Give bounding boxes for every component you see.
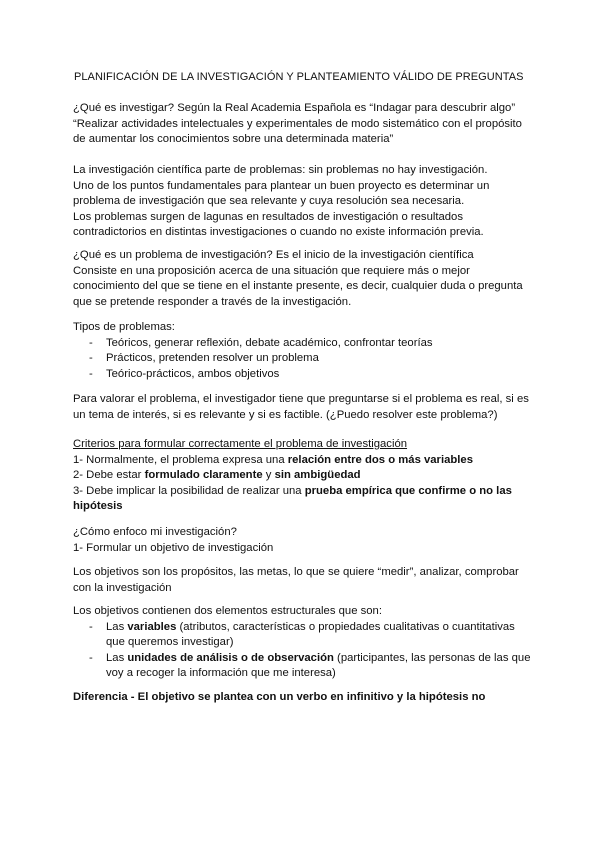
text-line: “Realizar actividades intelectuales y experimentales de modo sistemático con el propósito <box>73 117 522 130</box>
paragraph-que-es-investigar <box>73 101 533 148</box>
list-item: - Teórico-prácticos, ambos objetivos <box>73 367 533 383</box>
criterion-1: 1- Normalmente, el problema expresa una relación entre dos o más variables <box>73 453 473 466</box>
list-item: - Prácticos, pretenden resolver un problema <box>73 351 533 367</box>
section-criterios <box>73 437 533 515</box>
text-line: Los objetivos contienen dos elementos estructurales que son: <box>73 605 382 617</box>
text-line: ¿Cómo enfoco mi investigación? <box>73 526 237 538</box>
section-tipos-de-problemas <box>73 320 533 382</box>
list-item: - Las unidades de análisis o de observación (participantes, las personas de las que voy a recoger la información que me interesa) <box>73 651 533 682</box>
text-line: problema de investigación que sea relevante y cuya resolución sea necesaria. <box>73 195 465 207</box>
text-line: Los objetivos son los propósitos, las metas, lo que se quiere “medir”, analizar, comprobar <box>73 566 519 578</box>
text-line: contradictorios en distintas investigaciones o cuando no existe información previa. <box>73 226 484 238</box>
criterion-3: 3- Debe implicar la posibilidad de realizar una prueba empírica que confirme o no las <box>73 484 512 497</box>
text-line: Para valorar el problema, el investigador tiene que preguntarse si el problema es real, si es <box>73 393 529 405</box>
paragraph-problema-investigacion <box>73 248 533 310</box>
text-line: conocimiento del que se tiene en el instante presente, es decir, cualquier duda o pregunta <box>73 280 523 292</box>
text-line: Consiste en una proposición acerca de una situación que requiere más o mejor <box>73 264 470 277</box>
criterion-3-continued: hipótesis <box>73 500 123 512</box>
text-line: de aumentar los conocimientos sobre una determinada materia” <box>73 133 394 145</box>
paragraph-objetivos <box>73 565 533 596</box>
text-line: con la investigación <box>73 581 172 594</box>
list-item: - Las variables (atributos, características o propiedades cualitativas o cuantitativas que queremos investigar) <box>73 620 533 651</box>
criterion-2: 2- Debe estar formulado claramente y sin ambigüedad <box>73 469 361 481</box>
diferencia-statement: Diferencia - El objetivo se plantea con un verbo en infinitivo y la hipótesis no <box>73 691 486 703</box>
text-line: ¿Qué es investigar? Según la Real Academia Española es “Indagar para descubrir algo” <box>73 102 516 114</box>
section-heading: Tipos de problemas: <box>73 321 175 333</box>
objective-elements-list <box>73 620 533 682</box>
paragraph-investigacion-cientifica <box>73 163 533 241</box>
section-enfoque <box>73 525 533 556</box>
text-line: Uno de los puntos fundamentales para plantear un buen proyecto es determinar un <box>73 179 490 192</box>
text-line: La investigación científica parte de problemas: sin problemas no hay investigación. <box>73 164 488 176</box>
problem-types-list <box>73 336 533 383</box>
section-elementos-objetivos <box>73 604 533 682</box>
text-line: que se pretende responder a través de la investigación. <box>73 295 352 308</box>
document-title: PLANIFICACIÓN DE LA INVESTIGACIÓN Y PLANTEAMIENTO VÁLIDO DE PREGUNTAS <box>74 71 524 83</box>
text-line: Los problemas surgen de lagunas en resultados de investigación o resultados <box>73 210 463 223</box>
text-line: un tema de interés, si es relevante y si es factible. (¿Puedo resolver este problema?) <box>73 408 498 421</box>
paragraph-valorar-problema <box>73 392 533 423</box>
text-line: 1- Formular un objetivo de investigación <box>73 541 274 554</box>
text-line: ¿Qué es un problema de investigación? Es el inicio de la investigación científica <box>73 249 474 261</box>
section-heading-underlined: Criterios para formular correctamente el problema de investigación <box>73 438 408 450</box>
list-item: - Teóricos, generar reflexión, debate académico, confrontar teorías <box>73 336 533 352</box>
